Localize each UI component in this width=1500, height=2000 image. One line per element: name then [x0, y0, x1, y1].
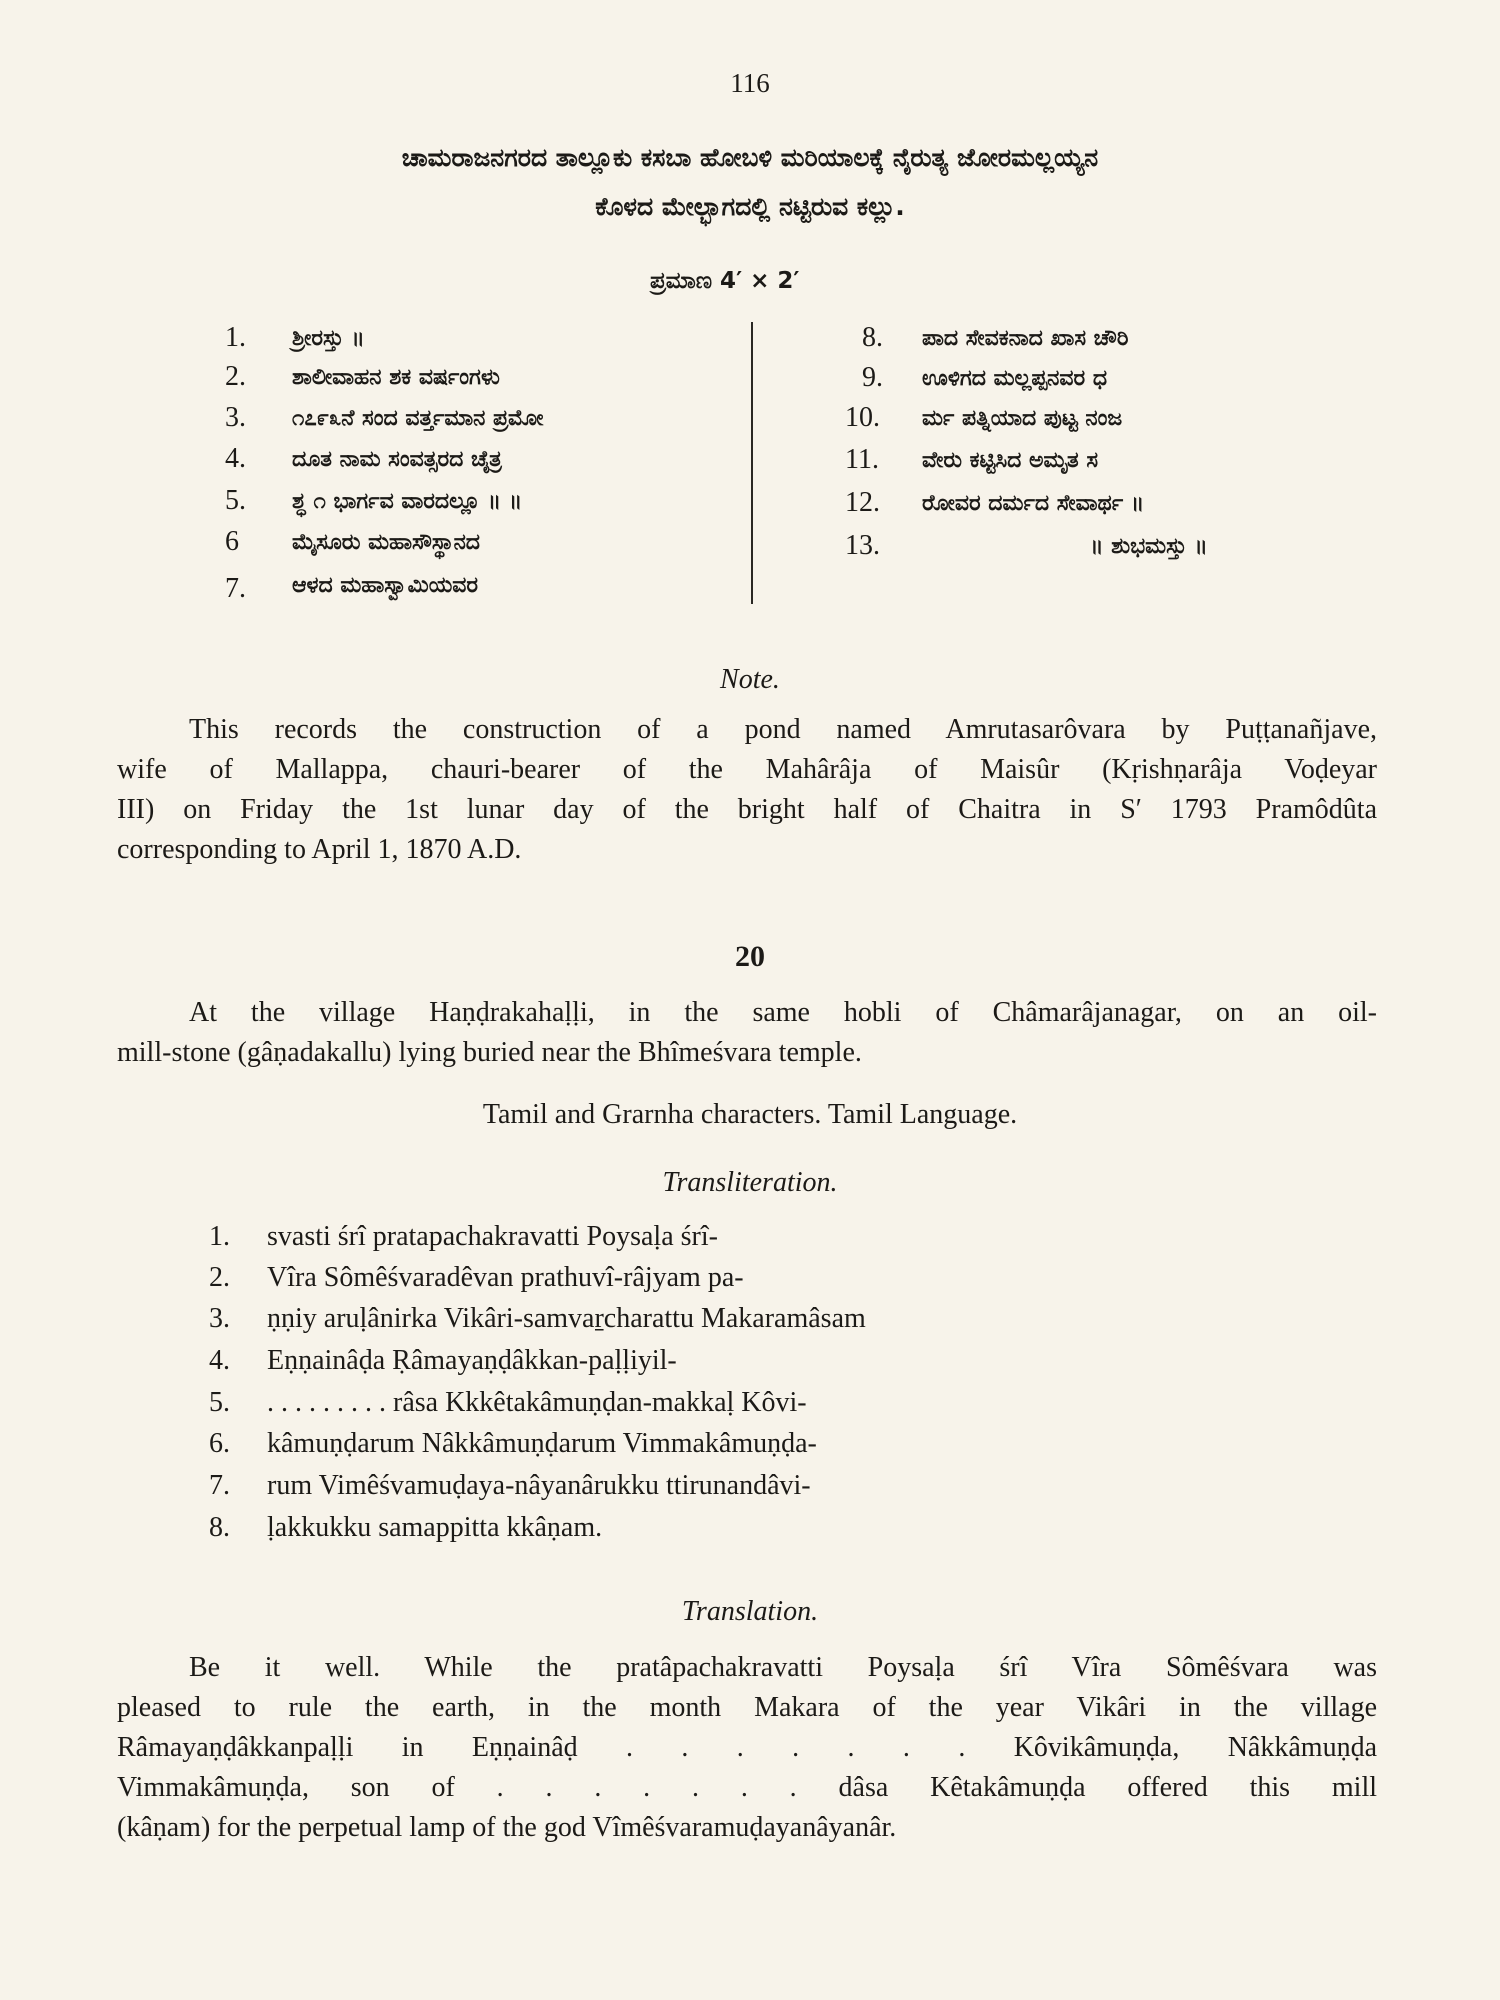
kannada-line-number: 12. [845, 487, 880, 518]
kannada-line: ಊಳಿಗದ ಮಲ್ಲಪ್ಪನವರ ಧ [922, 366, 1108, 391]
section-intro-line: At the village Haṇḍrakahaḷḷi, in the same hobli of Châmarâjanagar, on an oil- [189, 997, 1377, 1028]
transliteration-number: 3. [209, 1303, 230, 1334]
translation-heading: Translation. [681, 1596, 819, 1627]
kannada-line-number: 11. [845, 444, 879, 475]
translation-line: Vimmakâmuṇḍa, son of . . . . . . . dâsa Kêtakâmuṇḍa offered this mill [117, 1772, 1377, 1803]
section-intro-line: mill-stone (gâṇadakallu) lying buried near the Bhîmeśvara temple. [117, 1037, 862, 1068]
transliteration-line: ṇṇiy aruḷânirka Vikâri-samvaṟcharattu Makaramâsam [267, 1303, 866, 1334]
kannada-line-number: 8. [862, 322, 883, 353]
kannada-line: ಶ್ಧ ೧ ಭಾರ್ಗವ ವಾರದಲ್ಲೂ ॥ ॥ [292, 489, 523, 514]
note-line: This records the construction of a pond named Amrutasarôvara by Puṭṭanañjave, [189, 714, 1377, 745]
kannada-line: ಆಳದ ಮಹಾಸ್ವಾಮಿಯವರ [292, 573, 479, 598]
transliteration-number: 5. [209, 1387, 230, 1418]
kannada-line-number: 7. [225, 573, 246, 604]
translation-paragraph [117, 1648, 1377, 1848]
transliteration-line: . . . . . . . . . râsa Kkkêtakâmuṇḍan-makkaḷ Kôvi- [267, 1387, 807, 1418]
transliteration-line: ḷakkukku samappitta kkâṇam. [267, 1512, 603, 1543]
kannada-line-number: 13. [845, 530, 880, 561]
translation-line: (kâṇam) for the perpetual lamp of the god Vîmêśvaramuḍayanâyanâr. [117, 1812, 897, 1843]
kannada-line-number: 5. [225, 485, 246, 516]
transliteration-number: 8. [209, 1512, 230, 1543]
note-paragraph [117, 710, 1377, 870]
transliteration-number: 2. [209, 1262, 230, 1293]
kannada-measure: ಪ್ರಮಾಣ 4′ × 2′ [650, 268, 800, 294]
kannada-line: ಶ್ರೀರಸ್ತು ॥ [292, 326, 365, 351]
transliteration-line: kâmuṇḍarum Nâkkâmuṇḍarum Vimmakâmuṇḍa- [267, 1428, 817, 1459]
transliteration-heading: Transliteration. [662, 1167, 838, 1198]
translation-line: Râmayaṇḍâkkanpaḷḷi in Eṇṇainâḍ . . . . . . . Kôvikâmuṇḍa, Nâkkâmuṇḍa [117, 1732, 1377, 1763]
note-heading: Note. [720, 664, 780, 695]
kannada-title-line-2: ಕೊಳದ ಮೇಲ್ಭಾಗದಲ್ಲಿ ನಟ್ಟಿರುವ ಕಲ್ಲು. [595, 192, 905, 221]
kannada-line: ಶಾಲೀವಾಹನ ಶಕ ವರ್ಷಂಗಳು [292, 365, 500, 390]
translation-line: pleased to rule the earth, in the month Makara of the year Vikâri in the village [117, 1692, 1377, 1723]
transliteration-line: svasti śrî pratapachakravatti Poysaḷa śrî- [267, 1221, 718, 1252]
kannada-line: ರೋವರ ದರ್ಮದ ಸೇವಾರ್ಥ ॥ [922, 491, 1145, 516]
kannada-line-number: 1. [225, 322, 246, 353]
section-number: 20 [735, 940, 765, 973]
kannada-line: ರ್ಮ ಪತ್ನಿಯಾದ ಪುಟ್ಟ ನಂಜ [922, 406, 1123, 431]
script-note: Tamil and Grarnha characters. Tamil Language. [482, 1099, 1018, 1130]
transliteration-number: 7. [209, 1470, 230, 1501]
note-line: III) on Friday the 1st lunar day of the bright half of Chaitra in S′ 1793 Pramôdûta [117, 794, 1377, 825]
kannada-line-number: 9. [862, 362, 883, 393]
note-line: wife of Mallappa, chauri-bearer of the Mahârâja of Maisûr (Kṛishṇarâja Voḍeyar [117, 754, 1377, 785]
translation-line: Be it well. While the pratâpachakravatti Poysaḷa śrî Vîra Sômêśvara was [189, 1652, 1377, 1683]
note-line: corresponding to April 1, 1870 A.D. [117, 834, 522, 865]
kannada-line: ಮೈಸೂರು ಮಹಾಸೌಸ್ಥಾನದ [292, 530, 481, 555]
kannada-title-line-1: ಚಾಮರಾಜನಗರದ ತಾಲ್ಲೂಕು ಕಸಬಾ ಹೋಬಳಿ ಮರಿಯಾಲಕ್ಕೆ ನೈರುತ್ಯ ಜೋರಮಲ್ಲಯ್ಯನ [401, 143, 1099, 172]
transliteration-number: 4. [209, 1345, 230, 1376]
kannada-line-number: 6 [225, 526, 239, 557]
section-intro [117, 993, 1377, 1073]
transliteration-number: 6. [209, 1428, 230, 1459]
kannada-line-number: 3. [225, 402, 246, 433]
transliteration-line: rum Vimêśvamuḍaya-nâyanârukku ttirunandâvi- [267, 1470, 811, 1501]
transliteration-line: Eṇṇainâḍa Ṛâmayaṇḍâkkan-paḷḷiyil- [267, 1345, 677, 1376]
column-divider [751, 322, 753, 604]
kannada-line: ವೇರು ಕಟ್ಟಿಸಿದ ಅಮೃತ ಸ [922, 448, 1099, 473]
page-number: 116 [730, 68, 770, 98]
transliteration-line: Vîra Sômêśvaradêvan prathuvî-râjyam pa- [267, 1262, 744, 1293]
kannada-line-number: 10. [845, 402, 880, 433]
kannada-line: ॥ ಶುಭಮಸ್ತು ॥ [1090, 534, 1208, 559]
kannada-line-number: 2. [225, 361, 246, 392]
kannada-line-number: 4. [225, 443, 246, 474]
transliteration-number: 1. [209, 1221, 230, 1252]
kannada-line: ಪಾದ ಸೇವಕನಾದ ಖಾಸ ಚೌರಿ [922, 326, 1129, 351]
kannada-line: ೧೭೯೩ನೆ ಸಂದ ವರ್ತ್ತಮಾನ ಪ್ರಮೋ [292, 406, 544, 431]
kannada-line: ದೂತ ನಾಮ ಸಂವತ್ಸರದ ಚೈತ್ರ [292, 447, 502, 472]
